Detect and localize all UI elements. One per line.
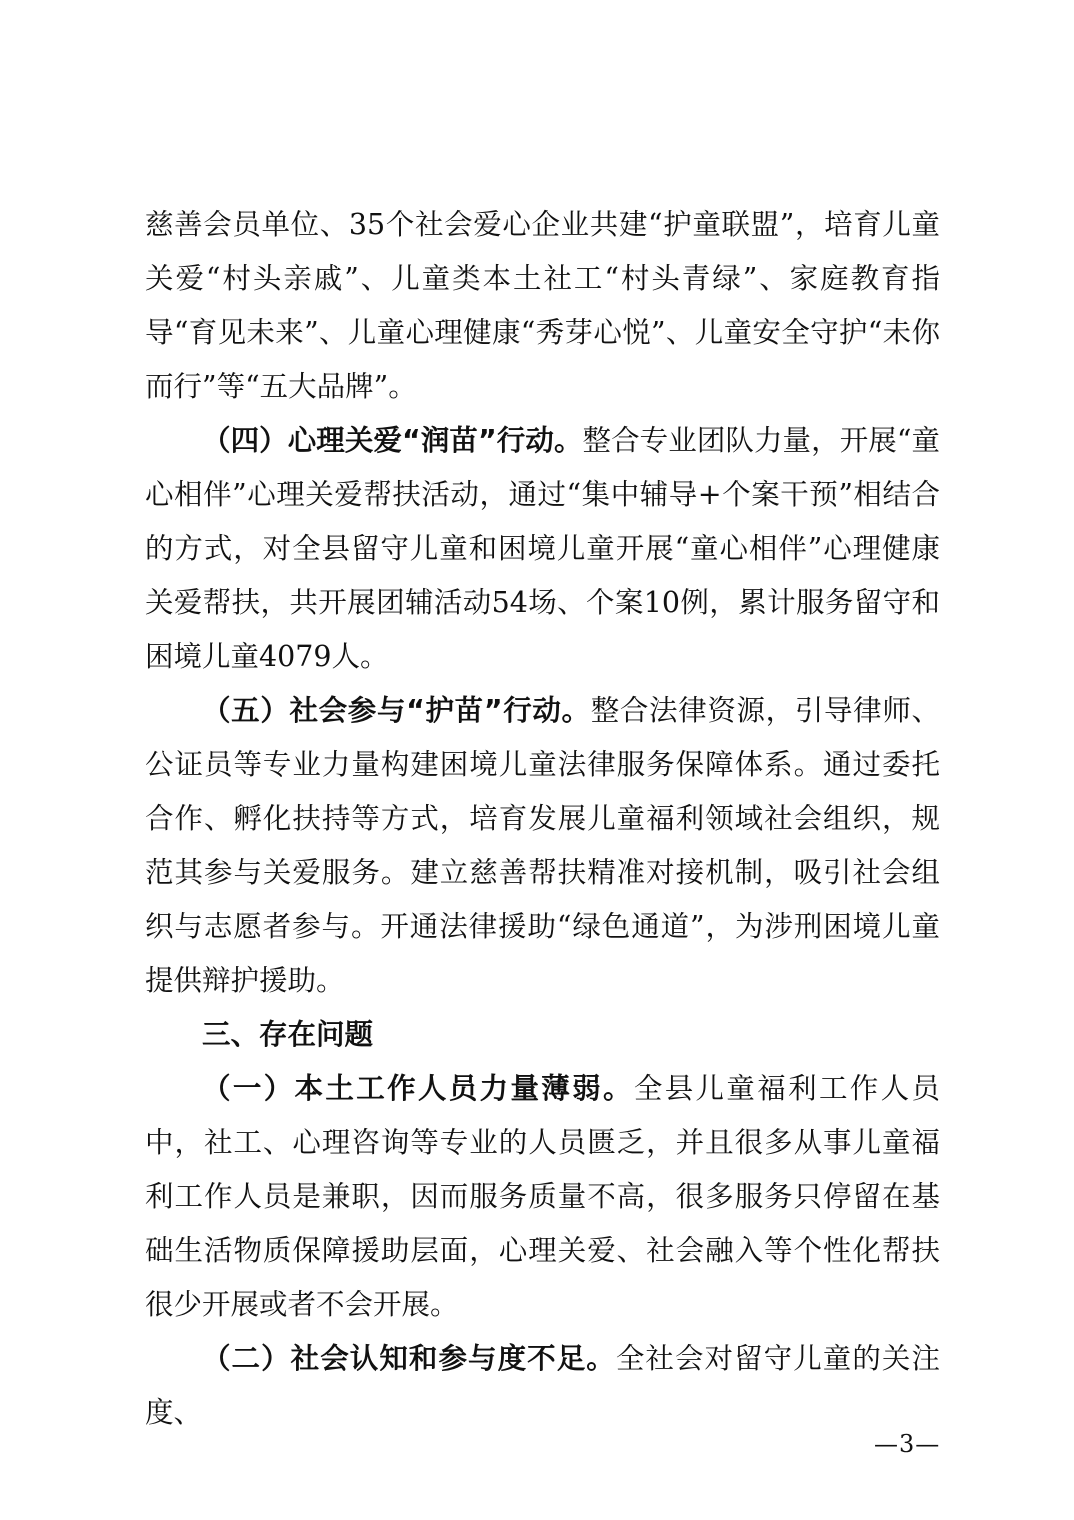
paragraph-text: 全社会对留守儿童的关注度、 — [145, 1342, 940, 1429]
paragraph-lead: （一）本土工作人员力量薄弱。 — [202, 1072, 634, 1105]
paragraph-issue-awareness — [145, 1332, 940, 1440]
section-heading: 三、存在问题 — [202, 1018, 374, 1051]
body-text — [145, 198, 940, 1440]
page-number: —3— — [874, 1430, 941, 1458]
paragraph-text: 整合法律资源，引导律师、公证员等专业力量构建困境儿童法律服务保障体系。通过委托合作、孵化扶持等方式，培育发展儿童福利领域社会组织，规范其参与关爱服务。建立慈善帮扶精准对接机制，吸引社会组织与志愿者参与。开通法律援助“绿色通道”，为涉刑困境儿童提供辩护援助。 — [145, 694, 940, 997]
paragraph-continued — [145, 198, 940, 414]
paragraph-psychological-care — [145, 414, 940, 684]
paragraph-issue-staff — [145, 1062, 940, 1332]
paragraph-text: 整合专业团队力量，开展“童心相伴”心理关爱帮扶活动，通过“集中辅导+个案干预”相结合的方式，对全县留守儿童和困境儿童开展“童心相伴”心理健康关爱帮扶，共开展团辅活动54场、个案10例，累计服务留守和困境儿童4079人。 — [145, 424, 940, 673]
paragraph-text: 全县儿童福利工作人员中，社工、心理咨询等专业的人员匮乏，并且很多从事儿童福利工作人员是兼职，因而服务质量不高，很多服务只停留在基础生活物质保障援助层面，心理关爱、社会融入等个性化帮扶很少开展或者不会开展。 — [145, 1072, 940, 1321]
paragraph-text: 慈善会员单位、35个社会爱心企业共建“护童联盟”，培育儿童关爱“村头亲戚”、儿童类本土社工“村头青绿”、家庭教育指导“育见未来”、儿童心理健康“秀芽心悦”、儿童安全守护“未你而行”等“五大品牌”。 — [145, 208, 940, 403]
paragraph-lead: （四）心理关爱“润苗”行动。 — [202, 424, 583, 457]
paragraph-lead: （二）社会认知和参与度不足。 — [202, 1342, 616, 1375]
paragraph-lead: （五）社会参与“护苗”行动。 — [202, 694, 591, 727]
paragraph-social-participation — [145, 684, 940, 1008]
